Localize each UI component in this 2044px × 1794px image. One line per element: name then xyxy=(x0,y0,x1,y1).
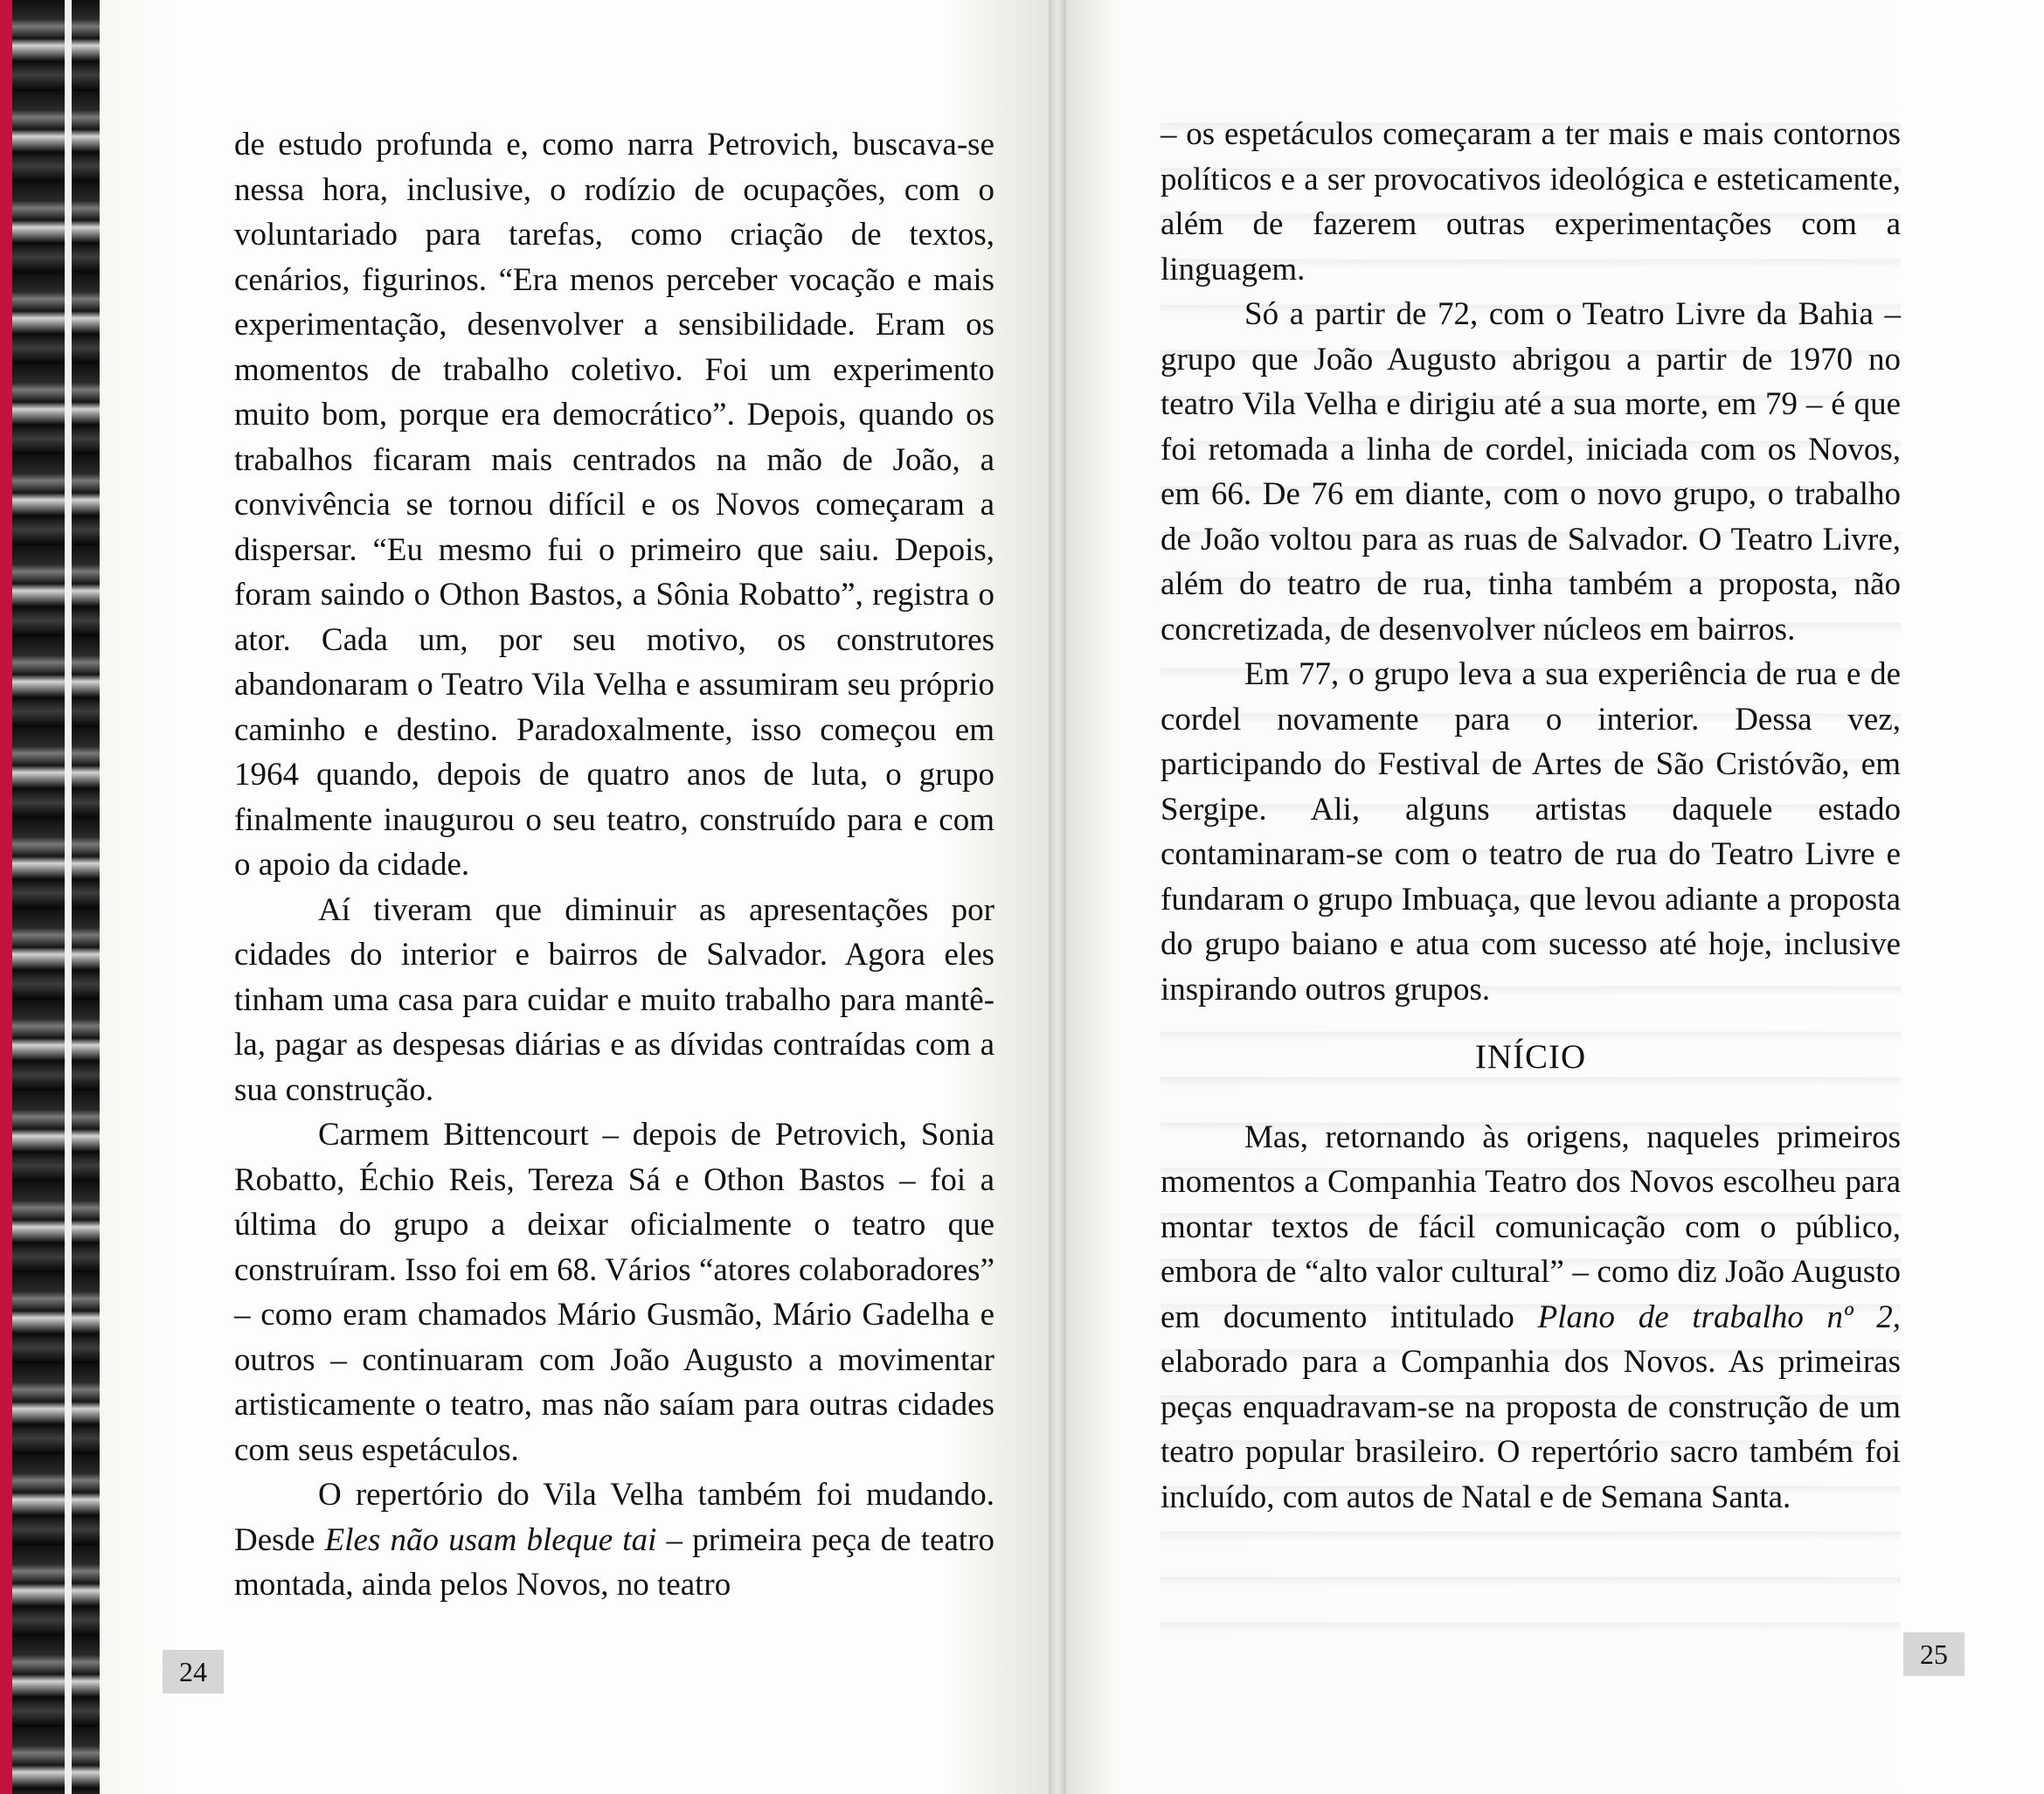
page-number-right: 25 xyxy=(1903,1632,1964,1676)
left-page-text xyxy=(234,122,994,1608)
paragraph xyxy=(1161,1115,1901,1520)
text-run: Mas, retornando às origens, naqueles primeiros momentos a Companhia Teatro dos Novos escolheu para montar textos de fácil comunicação com o público, embora de “alto valor cultural” – como diz João Augusto em documento intitulado xyxy=(1161,1119,1901,1335)
paragraph xyxy=(1161,112,1901,292)
text-run: Só a partir de 72, com o Teatro Livre da Bahia – grupo que João Augusto abrigou a partir de 1970 no teatro Vila Velha e dirigiu até a sua morte, em 79 – é que foi retomada a linha de cordel, iniciada com os Novos, em 66. De 76 em diante, com o novo grupo, o trabalho de João voltou para as ruas de Salvador. O Teatro Livre, além do teatro de rua, tinha também a proposta, não concretizada, de desenvolver núcleos em bairros. xyxy=(1161,296,1901,648)
right-page-text xyxy=(1161,112,1901,1520)
paragraph xyxy=(234,1472,994,1608)
italic-title: Plano de trabalho nº 2, xyxy=(1537,1299,1901,1335)
paragraph xyxy=(1161,292,1901,652)
text-run: – os espetáculos começaram a ter mais e mais contornos políticos e a ser provocativos ideológica e esteticamente, além de fazerem outras experimentações com a linguagem. xyxy=(1161,116,1901,287)
text-run: Aí tiveram que diminuir as apresentações por cidades do interior e bairros de Salvador. Agora eles tinham uma casa para cuidar e muito trabalho para mantê-la, pagar as despesas diárias e as dívidas contraídas com a sua construção. xyxy=(234,891,994,1108)
book-cover-edge xyxy=(0,0,12,1794)
book-gutter xyxy=(1049,0,1066,1794)
book-spine-edge xyxy=(12,0,100,1794)
text-run: Carmem Bittencourt – depois de Petrovich, Sonia Robatto, Échio Reis, Tereza Sá e Othon Bastos – foi a última do grupo a deixar oficialmente o teatro que construíram. Isso foi em 68. Vários “atores colaboradores” – como eram chamados Mário Gusmão, Mário Gadelha e outros – continuaram com João Augusto a movimentar artisticamente o teatro, mas não saíam para outras cidades com seus espetáculos. xyxy=(234,1117,994,1468)
text-run: elaborado para a Companhia dos Novos. As primeiras peças enquadravam-se na proposta de construção de um teatro popular brasileiro. O repertório sacro também foi incluído, com autos de Natal e de Semana Santa. xyxy=(1161,1344,1901,1515)
paragraph xyxy=(1161,652,1901,1012)
text-run: – primeira peça de teatro montada, ainda pelos Novos, no teatro xyxy=(234,1521,994,1603)
text-run: O repertório do Vila Velha também foi mudando. Desde xyxy=(234,1477,994,1558)
text-run: Em 77, o grupo leva a sua experiência de rua e de cordel novamente para o interior. Dessa vez, participando do Festival de Artes de São Cristóvão, em Sergipe. Ali, alguns artistas daquele estado contaminaram-se com o teatro de rua do Teatro Livre e fundaram o grupo Imbuaça, que levou adiante a proposta do grupo baiano e atua com sucesso até hoje, inclusive inspirando outros grupos. xyxy=(1161,656,1901,1008)
paragraph xyxy=(234,122,994,888)
text-run: de estudo profunda e, como narra Petrovich, buscava-se nessa hora, inclusive, o rodízio de ocupações, com o voluntariado para tarefas, como criação de textos, cenários, figurinos. “Era menos perceber vocação e mais experimentação, desenvolver a sensibilidade. Eram os momentos de trabalho coletivo. Foi um experimento muito bom, porque era democrático”. Depois, quando os trabalhos ficaram mais centrados na mão de João, a convivência se tornou difícil e os Novos começaram a dispersar. “Eu mesmo fui o primeiro que saiu. Depois, foram saindo o Othon Bastos, a Sônia Robatto”, registra o ator. Cada um, por seu motivo, os construtores abandonaram o Teatro Vila Velha e assumiram seu próprio caminho e destino. Paradoxalmente, isso começou em 1964 quando, depois de quatro anos de luta, o grupo finalmente inaugurou o seu teatro, construído para e com o apoio da cidade. xyxy=(234,127,994,883)
section-heading: INÍCIO xyxy=(1474,1038,1587,1076)
paragraph xyxy=(234,888,994,1113)
paragraph xyxy=(234,1112,994,1472)
page-number-left: 24 xyxy=(163,1650,224,1694)
italic-title: Eles não usam bleque tai xyxy=(324,1521,657,1558)
